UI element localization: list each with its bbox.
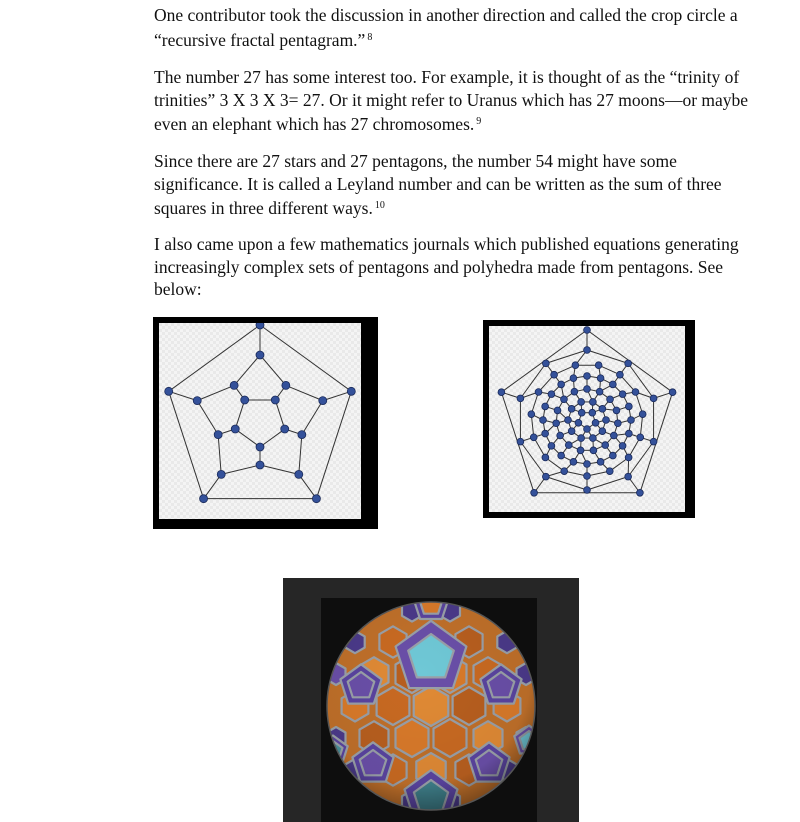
graph-node bbox=[542, 360, 549, 367]
graph-node bbox=[282, 381, 290, 389]
graph-node bbox=[230, 381, 238, 389]
graph-canvas bbox=[159, 323, 361, 519]
graph-node bbox=[584, 461, 591, 468]
graph-node bbox=[498, 389, 505, 396]
paragraph-text: Since there are 27 stars and 27 pentagons, the number 54 might have some significance. It is called a Leyland number and can be written as the sum of three squares in three different ways. bbox=[154, 151, 722, 218]
graph-node bbox=[625, 473, 632, 480]
graph-node bbox=[571, 388, 578, 395]
graph-node bbox=[568, 405, 575, 412]
graph-node bbox=[613, 407, 620, 414]
graph-node bbox=[542, 403, 549, 410]
graph-node bbox=[625, 454, 632, 461]
graph-node bbox=[650, 395, 657, 402]
graph-node bbox=[617, 371, 624, 378]
graph-node bbox=[535, 389, 542, 396]
graph-node bbox=[584, 327, 591, 334]
hexagon-face bbox=[539, 699, 551, 713]
graph-node bbox=[607, 396, 614, 403]
graph-node bbox=[200, 495, 208, 503]
graph-node bbox=[637, 489, 644, 496]
graph-node bbox=[625, 430, 632, 437]
paragraph-number-54 bbox=[154, 150, 754, 220]
graph-node bbox=[584, 473, 591, 480]
hexagon-face bbox=[368, 603, 381, 618]
graph-node bbox=[565, 417, 572, 424]
graph-node bbox=[589, 409, 596, 416]
footnote-marker: 8 bbox=[367, 31, 373, 43]
graph-node bbox=[589, 435, 596, 442]
graph-node bbox=[540, 417, 547, 424]
graph-node bbox=[256, 443, 264, 451]
graph-node bbox=[602, 442, 609, 449]
graph-node bbox=[606, 468, 613, 475]
graph-node bbox=[528, 411, 535, 418]
paragraph-text: One contributor took the discussion in another direction and called the crop circle a “recursive fractal pentagram.” bbox=[154, 5, 738, 50]
hexagon-face bbox=[368, 795, 381, 810]
polyhedron-shading bbox=[327, 602, 535, 810]
graph-node bbox=[256, 351, 264, 359]
graph-node bbox=[319, 397, 327, 405]
hexagon-face bbox=[482, 603, 495, 618]
graph-node bbox=[578, 409, 585, 416]
graph-node bbox=[610, 432, 617, 439]
graph-node bbox=[271, 396, 279, 404]
graph-node bbox=[570, 458, 577, 465]
graph-node bbox=[214, 431, 222, 439]
graph-node bbox=[558, 381, 565, 388]
graph-node bbox=[231, 425, 239, 433]
paragraph-text: The number 27 has some interest too. For example, it is thought of as the “trinity of trinities” 3 X 3 X 3= 27. Or it might refer to Uranus which has 27 moons—or maybe even an elephant which has 27 chromosomes. bbox=[154, 67, 749, 134]
graph-node bbox=[596, 388, 603, 395]
graph-node bbox=[578, 435, 585, 442]
hexagon-face bbox=[482, 795, 495, 810]
paragraph-number-27 bbox=[154, 66, 754, 136]
paragraph-crop-circle bbox=[154, 4, 754, 51]
graph-node bbox=[619, 391, 626, 398]
pentagon-polyhedron-figure bbox=[283, 578, 579, 822]
graph-node bbox=[625, 403, 632, 410]
graph-node bbox=[256, 461, 264, 469]
graph-node bbox=[542, 454, 549, 461]
paragraph-text: I also came upon a few mathematics journals which published equations generating increasingly complex sets of pentagons and polyhedra made from pentagons. See below: bbox=[154, 234, 739, 299]
dodecahedron-graph bbox=[159, 323, 361, 519]
graph-node bbox=[568, 428, 575, 435]
graph-node bbox=[193, 397, 201, 405]
graph-node bbox=[584, 347, 591, 354]
graph-node bbox=[241, 396, 249, 404]
graph-node bbox=[572, 362, 579, 369]
graph-node bbox=[584, 386, 591, 393]
fullerene-graph bbox=[489, 326, 685, 512]
paragraph-math-journals bbox=[154, 233, 754, 301]
graph-node bbox=[584, 373, 591, 380]
graph-node bbox=[298, 431, 306, 439]
graph-node bbox=[548, 391, 555, 398]
graph-node bbox=[530, 434, 537, 441]
graph-node bbox=[281, 425, 289, 433]
graph-node bbox=[669, 389, 676, 396]
graph-node bbox=[548, 442, 555, 449]
graph-node bbox=[632, 389, 639, 396]
graph-node bbox=[637, 434, 644, 441]
graph-node bbox=[595, 362, 602, 369]
graph-node bbox=[625, 360, 632, 367]
footnote-marker: 9 bbox=[476, 116, 482, 127]
graph-node bbox=[312, 495, 320, 503]
graph-node bbox=[599, 405, 606, 412]
graph-node bbox=[628, 417, 635, 424]
graph-node bbox=[531, 489, 538, 496]
graph-node bbox=[609, 381, 616, 388]
graph-node bbox=[577, 447, 584, 454]
graph-node bbox=[347, 387, 355, 395]
graph-node bbox=[614, 420, 621, 427]
graph-node bbox=[578, 399, 585, 406]
graph-node bbox=[584, 487, 591, 494]
graph-node bbox=[542, 473, 549, 480]
graph-node bbox=[551, 371, 558, 378]
dodecahedron-graph-figure bbox=[153, 317, 378, 529]
footnote-marker: 10 bbox=[374, 200, 385, 211]
polyhedron-image bbox=[283, 578, 579, 822]
graph-node bbox=[217, 470, 225, 478]
graph-node bbox=[584, 426, 591, 433]
graph-node bbox=[542, 430, 549, 437]
graph-node bbox=[597, 458, 604, 465]
graph-node bbox=[517, 438, 524, 445]
graph-node bbox=[561, 396, 568, 403]
graph-node bbox=[650, 438, 657, 445]
graph-node bbox=[599, 428, 606, 435]
graph-node bbox=[295, 470, 303, 478]
graph-node bbox=[256, 323, 264, 329]
graph-node bbox=[553, 420, 560, 427]
graph-node bbox=[558, 452, 565, 459]
graph-node bbox=[590, 447, 597, 454]
graph-node bbox=[165, 387, 173, 395]
graph-node bbox=[575, 419, 582, 426]
graph-node bbox=[561, 468, 568, 475]
graph-node bbox=[570, 375, 577, 382]
graph-node bbox=[517, 395, 524, 402]
graph-node bbox=[557, 432, 564, 439]
graph-node bbox=[589, 399, 596, 406]
graph-node bbox=[639, 411, 646, 418]
graph-node bbox=[554, 407, 561, 414]
graph-node bbox=[603, 417, 610, 424]
graph-node bbox=[597, 375, 604, 382]
graph-node bbox=[619, 442, 626, 449]
fullerene-graph-figure bbox=[483, 320, 695, 518]
graph-node bbox=[565, 442, 572, 449]
hexagon-face bbox=[311, 699, 323, 713]
graph-node bbox=[609, 452, 616, 459]
graph-node bbox=[592, 419, 599, 426]
graph-canvas bbox=[489, 326, 685, 512]
